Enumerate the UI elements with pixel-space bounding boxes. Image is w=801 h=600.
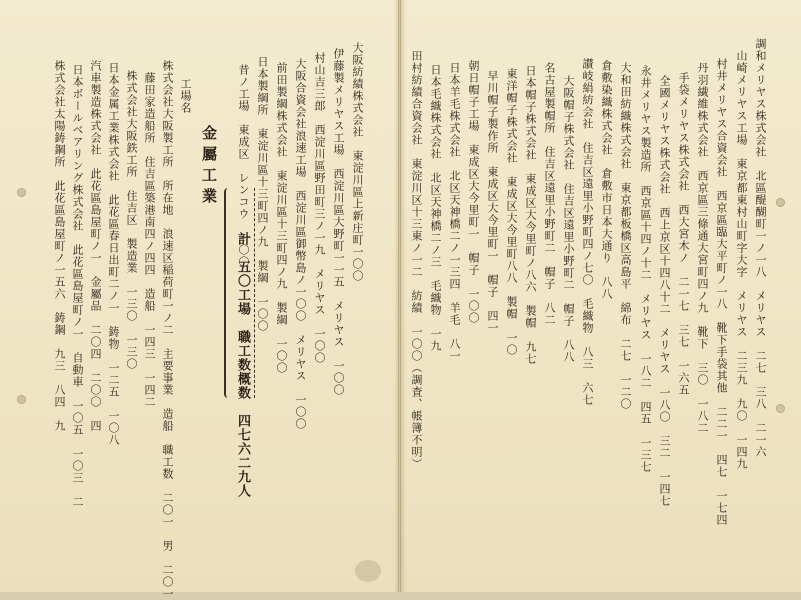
right-page-column: 大和田紡織株式会社 東京都板橋区高島平 綿布 二七 一二〇 [619,62,632,410]
right-page-column: 日本帽子株式会社 東成区大今里町ノ八六 製帽 九七 [524,65,537,365]
left-page-column: 大阪合資会社浪速工場 西淀川區御幣島ノ一〇〇 メリヤス 一〇〇 [294,58,307,430]
binding-hole [776,198,785,207]
page-fold [394,0,406,592]
left-page-column: 村山吉三郎 西淀川區野田町三ノ一九 メリヤス 一〇〇 [313,52,326,364]
right-page-column: 山崎メリヤス工場 東京都東村山町字大字 メリヤス 二三九 九〇 一四九 [735,50,748,470]
right-page-column: 手袋メリヤス株式会社 西大宮木ノ 二一七 三七 一六五 [677,72,690,396]
left-page-column: 金屬工業 [200,125,218,209]
left-page-column: 汽車製造株式会社 此花區島屋町ノ一 金屬品 二〇四 二〇〇 四 [89,60,102,432]
left-page-column: 工場名 [179,78,192,114]
left-page-column: 大阪紡績株式会社 東淀川區上新庄町一〇〇 [351,42,364,282]
right-page-column: 全國メリヤス株式会社 西上京区十四八十二 メリヤス 一八〇 三二 一四七 [658,75,671,507]
right-page-column: 讃岐絹紡会社 住吉区遠里小野町四ノ七〇 毛織物 八三 六七 [581,58,594,406]
left-page-column: 日本ボールベアリング株式会社 此花區島屋町ノ一 自動車 一〇五 一〇三 二 [71,64,84,508]
left-page-column: 株式会社大阪鉄工所 住吉区 製造業 一三〇 一三〇 [125,70,138,370]
right-page-column: 名古屋製帽所 住吉区遠里小野町二 帽子 八二 [543,62,556,326]
right-page-column: 日本羊毛株式会社 北区天神橋二ノ一三四 羊毛 八一 [448,62,461,362]
right-page-column: 早川帽子製作所 東成区大今里町一 帽子 四一 [486,70,499,334]
binding-hole [776,404,785,413]
ink-smudge [355,560,381,582]
left-page-column: 前田製綱株式会社 東淀川區十三町四ノ九 製綱 一〇〇 [275,62,288,374]
right-page-column: 東洋帽子株式会社 東成区大今里町八八 製帽 一〇 [505,68,518,356]
left-page-column: 昔ノ工場 東成区 レンコウ 一〇〇 [237,64,250,268]
left-page-column: 藤田家造船所 住吉區築港南四ノ四四 造船 一四三 一四二 [143,72,156,408]
right-page-column: 大阪帽子株式会社 住吉区遠里小野町二 帽子 八八 [562,75,575,363]
left-page-column: 株式会社太陽鋳鋼所 此花區島屋町ノ一五六 鋳鋼 九三 八四 九 [53,60,66,432]
right-page-column: 日本毛織株式会社 北区天神橋二ノ三 毛織物 一九 [429,64,442,352]
right-page-column: 永井メリヤス製造所 西京區十四ノ十二 メリヤス 一八二 四五 一三七 [639,65,652,473]
binding-hole [17,395,26,404]
left-page-column: 伊藤製メリヤス工場 西淀川區大野町一一五 メリヤス 一〇〇 [332,48,345,396]
left-page-column: 日本金属工業株式会社 此花區春日出町二ノ一 鋳物 一二五 一〇八 [107,62,120,446]
right-page-column: 村井メリヤス合資会社 西京區臨大平町ノ一八 靴下手袋其他 二二一 四七 一七四 [715,58,728,526]
right-page-column: 朝日帽子工場 東成区大今里町一 帽子 一〇〇 [467,60,480,324]
right-page-column: 丹羽繊維株式会社 西京區三條通大宮町四ノ九 靴下 三〇 一八二 [696,62,709,434]
binding-hole [17,188,26,197]
left-page-column: 株式会社大阪製工所 所在地 浪速区稲荷町一ノ二 主要事業 造船 職工数 二〇一 男 二〇一 [161,60,174,600]
total-bracket [224,188,234,398]
right-page-column: 調和メリヤス株式会社 北區醍醐町一ノ一八 メリヤス 二七 三八 二一六 [754,38,767,458]
right-page-column: 倉敷染織株式会社 倉敷市日本大通り 八八 [600,60,613,300]
left-page-column: 計 五〇工場 職工数概数 四七六二九人 [235,232,250,498]
right-page-column: 田村紡績合資会社 東淀川区十三東ノ一二 紡績 一〇〇（調査、帳簿不明） [410,50,423,470]
left-page-column: 日本製綱所 東淀川區十三町四ノ九 製綱 一〇〇 [256,56,269,332]
